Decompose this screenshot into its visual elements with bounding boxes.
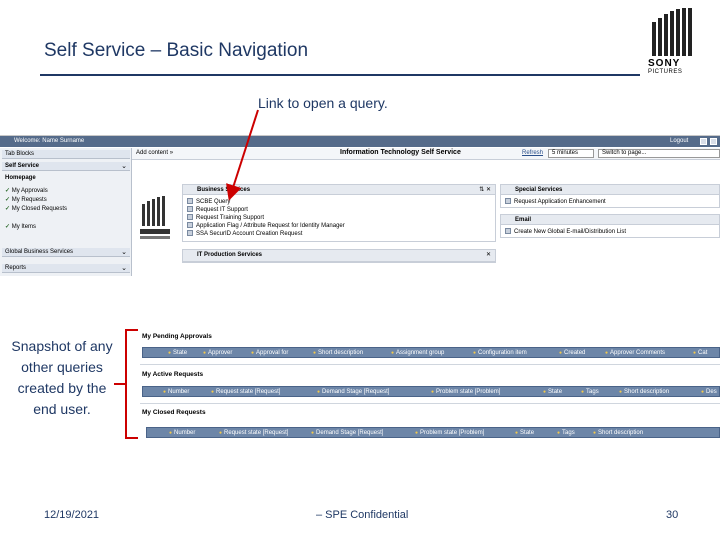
sidebar-item-closed-requests[interactable]: ✓ My Closed Requests bbox=[5, 206, 68, 212]
footer-page-number: 30 bbox=[666, 509, 679, 521]
sidebar-reports[interactable]: Reports ⌄ bbox=[2, 264, 130, 273]
footer-date: 12/19/2021 bbox=[44, 509, 100, 521]
column-header[interactable]: ● Request state [Request] bbox=[219, 430, 288, 436]
query-link[interactable]: Create New Global E-mail/Distribution List bbox=[505, 228, 626, 235]
column-header[interactable]: ● Request state [Request] bbox=[211, 389, 280, 395]
page-title: Information Technology Self Service bbox=[340, 149, 461, 156]
logo-subword: PICTURES bbox=[648, 69, 683, 75]
query-link[interactable]: SSA SecurID Account Creation Request bbox=[187, 230, 302, 237]
chevron-down-icon[interactable]: ⌄ bbox=[121, 249, 127, 256]
column-header[interactable]: ● Number bbox=[169, 430, 195, 436]
email-panel: Email Create New Global E-mail/Distribution List bbox=[500, 214, 720, 238]
active-requests-title: My Active Requests bbox=[142, 371, 204, 378]
pending-approvals-title: My Pending Approvals bbox=[142, 333, 212, 340]
sidebar-item-approvals[interactable]: ✓ My Approvals bbox=[5, 188, 48, 194]
sidebar-homepage[interactable]: Homepage bbox=[5, 175, 36, 181]
column-header[interactable]: ● Short description bbox=[313, 350, 363, 356]
column-header[interactable]: ● Short description bbox=[593, 430, 643, 436]
column-header[interactable]: ● State bbox=[515, 430, 534, 436]
panel-controls-icon[interactable]: ✕ bbox=[485, 252, 491, 258]
link-annotation: Link to open a query. bbox=[258, 95, 388, 111]
sidebar-my-items[interactable]: ✓ My Items bbox=[5, 224, 37, 230]
slide-title: Self Service – Basic Navigation bbox=[44, 40, 309, 61]
footer-confidential: – SPE Confidential bbox=[316, 509, 409, 521]
welcome-text: Welcome: Name Surname bbox=[14, 138, 85, 144]
refresh-label: Refresh bbox=[522, 150, 544, 156]
left-tabs-row[interactable]: Tab Blocks bbox=[2, 150, 130, 159]
column-header[interactable]: ● State bbox=[168, 350, 187, 356]
column-header[interactable]: ● Number bbox=[163, 389, 189, 395]
column-header[interactable]: ● Demand Stage [Request] bbox=[311, 430, 383, 436]
it-production-panel: IT Production Services ✕ bbox=[182, 249, 496, 263]
column-header[interactable]: ● Created bbox=[559, 350, 585, 356]
logout-link[interactable]: Logout bbox=[670, 138, 689, 144]
sidebar-item-requests[interactable]: ✓ My Requests bbox=[5, 197, 47, 203]
column-header[interactable]: ● Tags bbox=[557, 430, 575, 436]
column-header[interactable]: ● Short description bbox=[619, 389, 669, 395]
column-header[interactable]: ● Cat bbox=[693, 350, 707, 356]
column-header[interactable]: ● State bbox=[543, 389, 562, 395]
column-header[interactable]: ● Demand Stage [Request] bbox=[317, 389, 389, 395]
column-header[interactable]: ● Approver Comments bbox=[605, 350, 665, 356]
chevron-down-icon[interactable]: ⌄ bbox=[121, 265, 127, 272]
query-link[interactable]: Request Training Support bbox=[187, 214, 264, 221]
query-link[interactable]: SCBE Query bbox=[187, 198, 230, 205]
check-icon: ✓ bbox=[5, 224, 11, 230]
snapshot-annotation: Snapshot of any other queries created by the end user. bbox=[11, 338, 113, 417]
query-link[interactable]: Request IT Support bbox=[187, 206, 248, 213]
column-header[interactable]: ● Approval for bbox=[251, 350, 288, 356]
add-content-link[interactable]: Add content » bbox=[136, 150, 174, 156]
column-header[interactable]: ● Configuration item bbox=[473, 350, 527, 356]
column-header[interactable]: ● Assignment group bbox=[391, 350, 444, 356]
column-header[interactable]: ● Problem state [Problem] bbox=[431, 389, 500, 395]
check-icon: ✓ bbox=[5, 206, 11, 212]
sidebar-self-service[interactable]: Self Service ⌄ bbox=[2, 162, 130, 171]
logo-word: SONY bbox=[648, 58, 681, 69]
column-header[interactable]: ● Approver bbox=[203, 350, 232, 356]
panel-controls-icon[interactable]: ⇅ ✕ bbox=[479, 187, 491, 193]
query-link[interactable]: Request Application Enhancement bbox=[505, 198, 606, 205]
column-header[interactable]: ● Des bbox=[701, 389, 717, 395]
check-icon: ✓ bbox=[5, 197, 11, 203]
refresh-select[interactable]: 5 minutes bbox=[548, 149, 594, 158]
business-services-header: Business Services ⇅ ✕ bbox=[183, 185, 495, 195]
sidebar-global-business[interactable]: Global Business Services ⌄ bbox=[2, 248, 130, 257]
switch-page-select[interactable]: Switch to page... bbox=[598, 149, 720, 158]
closed-requests-title: My Closed Requests bbox=[142, 409, 206, 416]
column-header[interactable]: ● Problem state [Problem] bbox=[415, 430, 484, 436]
chevron-down-icon[interactable]: ⌄ bbox=[121, 163, 127, 170]
check-icon: ✓ bbox=[5, 188, 11, 194]
special-services-panel: Special Services Request Application Enhancement bbox=[500, 184, 720, 208]
query-link[interactable]: Application Flag / Attribute Request for Identity Manager bbox=[187, 222, 345, 229]
column-header[interactable]: ● Tags bbox=[581, 389, 599, 395]
